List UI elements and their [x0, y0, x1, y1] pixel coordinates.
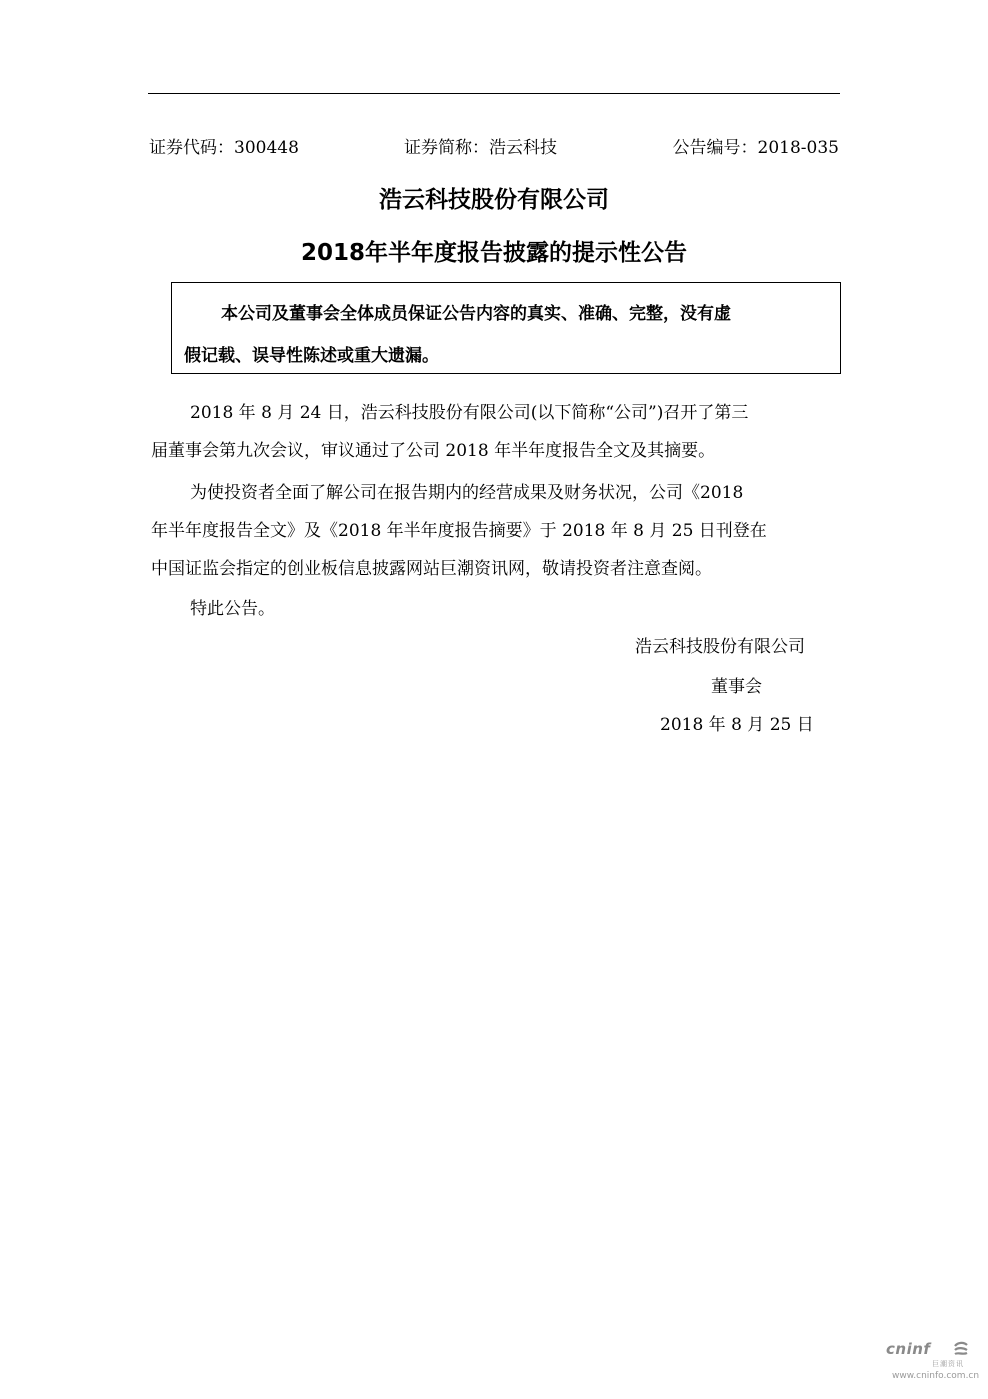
announcement-meta [149, 136, 839, 160]
signature-company: 浩云科技股份有限公司 [635, 637, 805, 657]
cninfo-logo-icon [952, 1340, 970, 1358]
paragraph-1-line-1: 2018 年 8 月 24 日，浩云科技股份有限公司(以下简称“公司”)召开了第三 [190, 403, 749, 423]
header-rule [148, 93, 840, 94]
closing-statement: 特此公告。 [190, 599, 275, 619]
company-title: 浩云科技股份有限公司 [379, 187, 609, 213]
disclaimer-line-1: 本公司及董事会全体成员保证公告内容的真实、准确、完整，没有虚 [221, 304, 731, 324]
signature-date: 2018 年 8 月 25 日 [660, 715, 814, 735]
paragraph-2-line-3: 中国证监会指定的创业板信息披露网站巨潮资讯网，敬请投资者注意查阅。 [151, 559, 712, 579]
watermark-url: www.cninfo.com.cn [892, 1371, 980, 1381]
watermark-sub: 巨潮资讯 [932, 1360, 964, 1368]
paragraph-1-line-2: 届董事会第九次会议，审议通过了公司 2018 年半年度报告全文及其摘要。 [151, 441, 716, 461]
paragraph-2-line-2: 年半年度报告全文》及《2018 年半年度报告摘要》于 2018 年 8 月 25 日刊登在 [151, 521, 767, 541]
security-short-name: 证券简称：浩云科技 [404, 138, 557, 158]
signature-board: 董事会 [711, 677, 762, 697]
paragraph-2-line-1: 为使投资者全面了解公司在报告期内的经营成果及财务状况，公司《2018 [190, 483, 744, 503]
security-code: 证券代码：300448 [149, 138, 299, 158]
cninfo-watermark [886, 1340, 978, 1392]
disclaimer-line-2: 假记载、误导性陈述或重大遗漏。 [184, 346, 439, 366]
announcement-number: 公告编号：2018-035 [672, 138, 839, 158]
disclaimer-box [171, 282, 841, 374]
watermark-brand: cninf [886, 1340, 931, 1358]
announcement-title: 2018年半年度报告披露的提示性公告 [300, 240, 687, 266]
